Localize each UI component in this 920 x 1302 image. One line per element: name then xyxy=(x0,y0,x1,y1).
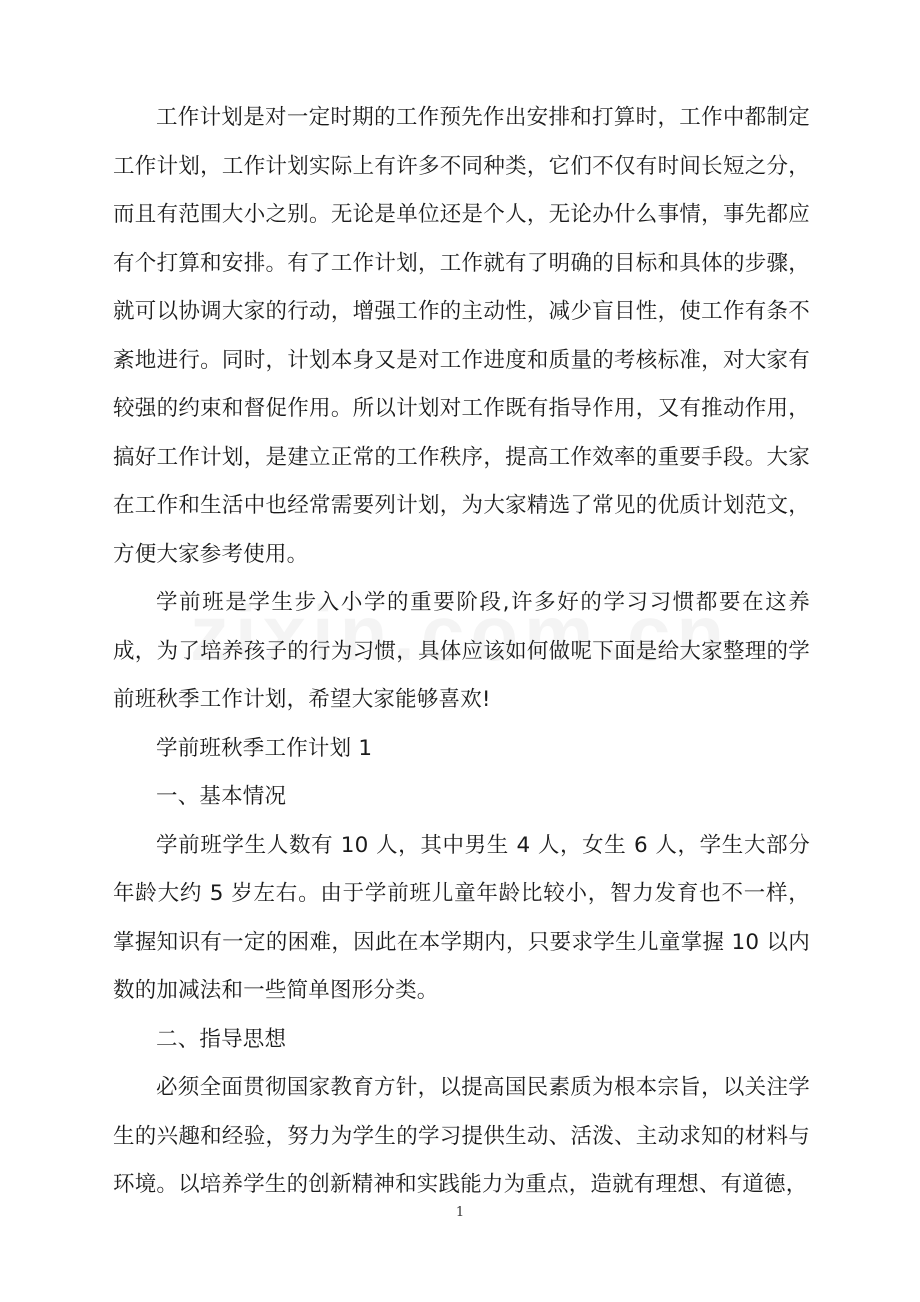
document-body xyxy=(113,94,810,1210)
paragraph-basic-situation: 学前班学生人数有 10 人，其中男生 4 人，女生 6 人，学生大部分年龄大约 5 岁左右。由于学前班儿童年龄比较小，智力发育也不一样，掌握知识有一定的困难，因此在本学期内，只要求学生儿童掌握 10 以内数的加减法和一些简单图形分类。 xyxy=(113,832,810,1003)
heading-guiding-ideology: 二、指导思想 xyxy=(156,1026,287,1052)
heading-basic-situation: 一、基本情况 xyxy=(156,784,287,809)
paragraph-guiding-ideology: 必须全面贯彻国家教育方针，以提高国民素质为根本宗旨，以关注学生的兴趣和经验，努力为学生的学习提供生动、活泼、主动求知的材料与环境。以培养学生的创新精神和实践能力为重点，造就有理想、有道德， xyxy=(113,1075,810,1197)
section-title: 学前班秋季工作计划 1 xyxy=(156,735,373,761)
page-number: 1 xyxy=(455,1205,465,1220)
paragraph-intro: 工作计划是对一定时期的工作预先作出安排和打算时，工作中都制定工作计划，工作计划实际上有许多不同种类，它们不仅有时间长短之分，而且有范围大小之别。无论是单位还是个人，无论办什么事情，事先都应有个打算和安排。有了工作计划，工作就有了明确的目标和具体的步骤，就可以协调大家的行动，增强工作的主动性，减少盲目性，使工作有条不紊地进行。同时，计划本身又是对工作进度和质量的考核标准，对大家有较强的约束和督促作用。所以计划对工作既有指导作用，又有推动作用，搞好工作计划，是建立正常的工作秩序，提高工作效率的重要手段。大家在工作和生活中也经常需要列计划，为大家精选了常见的优质计划范文，方便大家参考使用。 xyxy=(113,105,810,567)
paragraph-preface: 学前班是学生步入小学的重要阶段,许多好的学习习惯都要在这养成，为了培养孩子的行为习惯，具体应该如何做呢下面是给大家整理的学前班秋季工作计划，希望大家能够喜欢! xyxy=(113,590,810,712)
